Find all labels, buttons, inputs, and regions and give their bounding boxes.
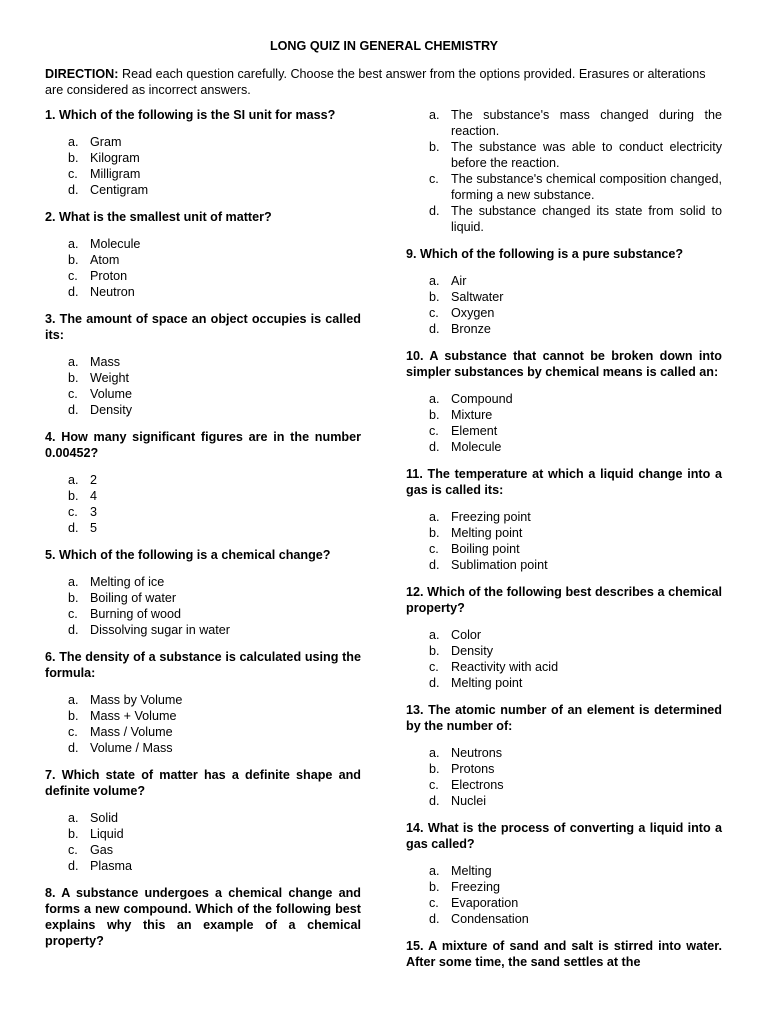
- question-text: 9. Which of the following is a pure substance?: [406, 247, 684, 261]
- option-letter: a.: [429, 392, 440, 406]
- option-letter: c.: [68, 387, 78, 401]
- question-text: 10. A substance that cannot be broken down into simpler substances by chemical means is called an:: [406, 349, 722, 379]
- option-letter: b.: [68, 827, 79, 841]
- option-letter: d.: [429, 558, 440, 572]
- answer-option: [45, 402, 361, 418]
- option-letter: c.: [429, 306, 439, 320]
- direction-text: Read each question carefully. Choose the best answer from the options provided. Erasures or alterations are considered as incorrect answers.: [45, 67, 706, 97]
- answer-options: [406, 745, 722, 809]
- answer-options: [45, 692, 361, 756]
- option-text: The substance's chemical composition changed, forming a new substance.: [451, 172, 722, 202]
- option-text: Density: [451, 644, 493, 658]
- option-letter: a.: [68, 811, 79, 825]
- option-letter: c.: [68, 167, 78, 181]
- answer-options: [45, 574, 361, 638]
- answer-option: [406, 107, 722, 139]
- option-text: Boiling of water: [90, 591, 177, 605]
- option-text: Volume / Mass: [90, 741, 173, 755]
- answer-option: [406, 203, 722, 235]
- option-letter: c.: [429, 172, 439, 186]
- option-letter: c.: [429, 542, 439, 556]
- option-text: Gas: [90, 843, 114, 857]
- answer-option: [45, 236, 361, 252]
- answer-option: [406, 777, 722, 793]
- option-letter: a.: [429, 628, 440, 642]
- option-letter: b.: [68, 591, 79, 605]
- question-text: 15. A mixture of sand and salt is stirred into water. After some time, the sand settles at the: [406, 939, 722, 969]
- option-letter: b.: [429, 408, 440, 422]
- answer-option: [406, 911, 722, 927]
- option-text: Weight: [90, 371, 129, 385]
- option-letter: d.: [429, 912, 440, 926]
- option-text: Burning of wood: [90, 607, 182, 621]
- option-letter: a.: [68, 135, 79, 149]
- option-text: 4: [90, 489, 98, 503]
- answer-option: [406, 793, 722, 809]
- option-letter: b.: [429, 762, 440, 776]
- answer-options: [406, 627, 722, 691]
- answer-option: [406, 659, 722, 675]
- option-text: Volume: [90, 387, 133, 401]
- option-letter: c.: [68, 505, 78, 519]
- option-text: Density: [90, 403, 132, 417]
- answer-option: [406, 761, 722, 777]
- answer-option: [45, 386, 361, 402]
- option-letter: d.: [429, 322, 440, 336]
- option-letter: d.: [68, 183, 79, 197]
- quiz-title: LONG QUIZ IN GENERAL CHEMISTRY: [269, 39, 499, 53]
- option-text: Bronze: [451, 322, 491, 336]
- option-letter: c.: [429, 660, 439, 674]
- question-text: 11. The temperature at which a liquid change into a gas is called its:: [406, 467, 722, 497]
- option-letter: c.: [68, 725, 78, 739]
- option-text: Evaporation: [451, 896, 519, 910]
- option-text: The substance changed its state from solid to liquid.: [451, 204, 722, 234]
- option-letter: c.: [68, 607, 78, 621]
- option-letter: b.: [68, 489, 79, 503]
- option-letter: a.: [68, 693, 79, 707]
- answer-option: [45, 740, 361, 756]
- answer-option: [45, 574, 361, 590]
- option-text: The substance was able to conduct electricity before the reaction.: [451, 140, 722, 170]
- option-text: Boiling point: [451, 542, 520, 556]
- answer-option: [406, 627, 722, 643]
- option-text: Color: [451, 628, 482, 642]
- answer-options: [406, 863, 722, 927]
- option-letter: a.: [68, 473, 79, 487]
- answer-option: [45, 842, 361, 858]
- answer-option: [45, 252, 361, 268]
- option-text: Mass by Volume: [90, 693, 183, 707]
- option-letter: d.: [429, 204, 440, 218]
- option-text: Proton: [90, 269, 128, 283]
- answer-option: [406, 321, 722, 337]
- question-text: 8. A substance undergoes a chemical change and forms a new compound. Which of the following best explains why this an example of a chemical property?: [45, 886, 361, 948]
- question-8-options-continued: [406, 107, 722, 235]
- answer-option: [45, 268, 361, 284]
- option-letter: b.: [68, 371, 79, 385]
- answer-option: [45, 692, 361, 708]
- option-letter: b.: [429, 290, 440, 304]
- answer-option: [406, 675, 722, 691]
- answer-option: [45, 354, 361, 370]
- question-text: 12. Which of the following best describes a chemical property?: [406, 585, 722, 615]
- option-letter: d.: [68, 521, 79, 535]
- option-letter: c.: [429, 424, 439, 438]
- option-letter: b.: [68, 709, 79, 723]
- option-letter: a.: [429, 108, 440, 122]
- answer-option: [45, 150, 361, 166]
- answer-option: [45, 520, 361, 536]
- option-text: 3: [90, 505, 98, 519]
- option-letter: c.: [68, 843, 78, 857]
- option-text: Mixture: [451, 408, 493, 422]
- option-letter: a.: [429, 274, 440, 288]
- option-text: Mass + Volume: [90, 709, 177, 723]
- answer-option: [45, 622, 361, 638]
- option-text: Mass / Volume: [90, 725, 173, 739]
- option-text: Air: [451, 274, 467, 288]
- option-letter: d.: [429, 440, 440, 454]
- answer-option: [406, 643, 722, 659]
- option-text: Freezing: [451, 880, 500, 894]
- option-text: Centigram: [90, 183, 149, 197]
- option-letter: a.: [429, 746, 440, 760]
- question-text: 6. The density of a substance is calculated using the formula:: [45, 650, 361, 680]
- question-text: 4. How many significant figures are in the number 0.00452?: [45, 430, 361, 460]
- option-letter: a.: [429, 510, 440, 524]
- option-letter: b.: [68, 151, 79, 165]
- answer-option: [45, 370, 361, 386]
- option-text: Nuclei: [451, 794, 486, 808]
- option-letter: b.: [429, 140, 440, 154]
- answer-option: [45, 606, 361, 622]
- answer-options: [406, 273, 722, 337]
- option-text: Melting of ice: [90, 575, 165, 589]
- option-text: Liquid: [90, 827, 124, 841]
- option-text: Neutron: [90, 285, 135, 299]
- option-text: Kilogram: [90, 151, 140, 165]
- answer-options: [45, 236, 361, 300]
- answer-option: [406, 745, 722, 761]
- answer-option: [45, 590, 361, 606]
- option-text: Protons: [451, 762, 495, 776]
- option-text: Gram: [90, 135, 122, 149]
- option-letter: d.: [68, 403, 79, 417]
- option-text: Element: [451, 424, 498, 438]
- option-letter: a.: [68, 237, 79, 251]
- left-column: [45, 107, 361, 960]
- option-text: Mass: [90, 355, 121, 369]
- option-letter: b.: [68, 253, 79, 267]
- answer-options: [406, 509, 722, 573]
- answer-option: [45, 134, 361, 150]
- option-text: Atom: [90, 253, 120, 267]
- answer-option: [45, 708, 361, 724]
- option-text: Molecule: [451, 440, 502, 454]
- option-letter: c.: [68, 269, 78, 283]
- option-text: Molecule: [90, 237, 141, 251]
- option-letter: c.: [429, 896, 439, 910]
- option-letter: d.: [429, 676, 440, 690]
- option-letter: d.: [429, 794, 440, 808]
- option-letter: d.: [68, 285, 79, 299]
- answer-option: [406, 139, 722, 171]
- answer-option: [406, 541, 722, 557]
- answer-option: [406, 273, 722, 289]
- answer-option: [45, 472, 361, 488]
- option-text: Melting point: [451, 526, 523, 540]
- answer-option: [406, 423, 722, 439]
- answer-option: [45, 182, 361, 198]
- option-letter: d.: [68, 859, 79, 873]
- question-text: 7. Which state of matter has a definite shape and definite volume?: [45, 768, 361, 798]
- answer-option: [45, 810, 361, 826]
- option-text: Plasma: [90, 859, 132, 873]
- option-text: 5: [90, 521, 98, 535]
- option-letter: b.: [429, 880, 440, 894]
- option-text: Neutrons: [451, 746, 503, 760]
- option-text: 2: [90, 473, 98, 487]
- option-letter: b.: [429, 526, 440, 540]
- answer-option: [45, 504, 361, 520]
- answer-option: [406, 289, 722, 305]
- question-text: 5. Which of the following is a chemical change?: [45, 548, 331, 562]
- answer-option: [406, 509, 722, 525]
- answer-option: [45, 488, 361, 504]
- option-text: Saltwater: [451, 290, 504, 304]
- answer-option: [45, 724, 361, 740]
- right-column: [406, 107, 722, 981]
- answer-option: [406, 171, 722, 203]
- question-text: 13. The atomic number of an element is determined by the number of:: [406, 703, 722, 733]
- direction-paragraph: [45, 66, 725, 98]
- answer-option: [406, 879, 722, 895]
- answer-options: [406, 391, 722, 455]
- option-text: Electrons: [451, 778, 504, 792]
- option-letter: d.: [68, 623, 79, 637]
- option-letter: d.: [68, 741, 79, 755]
- option-text: Condensation: [451, 912, 529, 926]
- answer-option: [45, 166, 361, 182]
- question-text: 14. What is the process of converting a liquid into a gas called?: [406, 821, 722, 851]
- option-text: Reactivity with acid: [451, 660, 559, 674]
- answer-options: [45, 472, 361, 536]
- option-text: Melting: [451, 864, 492, 878]
- direction-label: DIRECTION:: [45, 67, 119, 81]
- answer-option: [406, 391, 722, 407]
- answer-option: [406, 525, 722, 541]
- option-text: Oxygen: [451, 306, 495, 320]
- answer-option: [406, 305, 722, 321]
- option-text: Solid: [90, 811, 119, 825]
- option-letter: a.: [429, 864, 440, 878]
- answer-option: [45, 858, 361, 874]
- option-text: Milligram: [90, 167, 141, 181]
- option-letter: c.: [429, 778, 439, 792]
- option-text: Sublimation point: [451, 558, 548, 572]
- option-text: The substance's mass changed during the reaction.: [451, 108, 722, 138]
- question-text: 2. What is the smallest unit of matter?: [45, 210, 272, 224]
- answer-options: [45, 134, 361, 198]
- option-letter: a.: [68, 355, 79, 369]
- answer-option: [406, 557, 722, 573]
- option-text: Melting point: [451, 676, 523, 690]
- option-letter: a.: [68, 575, 79, 589]
- answer-option: [406, 895, 722, 911]
- answer-options: [45, 354, 361, 418]
- answer-option: [406, 863, 722, 879]
- answer-options: [45, 810, 361, 874]
- answer-option: [45, 284, 361, 300]
- option-text: Compound: [451, 392, 513, 406]
- option-text: Freezing point: [451, 510, 531, 524]
- option-letter: b.: [429, 644, 440, 658]
- question-text: 3. The amount of space an object occupies is called its:: [45, 312, 361, 342]
- question-text: 1. Which of the following is the SI unit for mass?: [45, 108, 336, 122]
- answer-option: [45, 826, 361, 842]
- option-text: Dissolving sugar in water: [90, 623, 230, 637]
- answer-option: [406, 439, 722, 455]
- answer-option: [406, 407, 722, 423]
